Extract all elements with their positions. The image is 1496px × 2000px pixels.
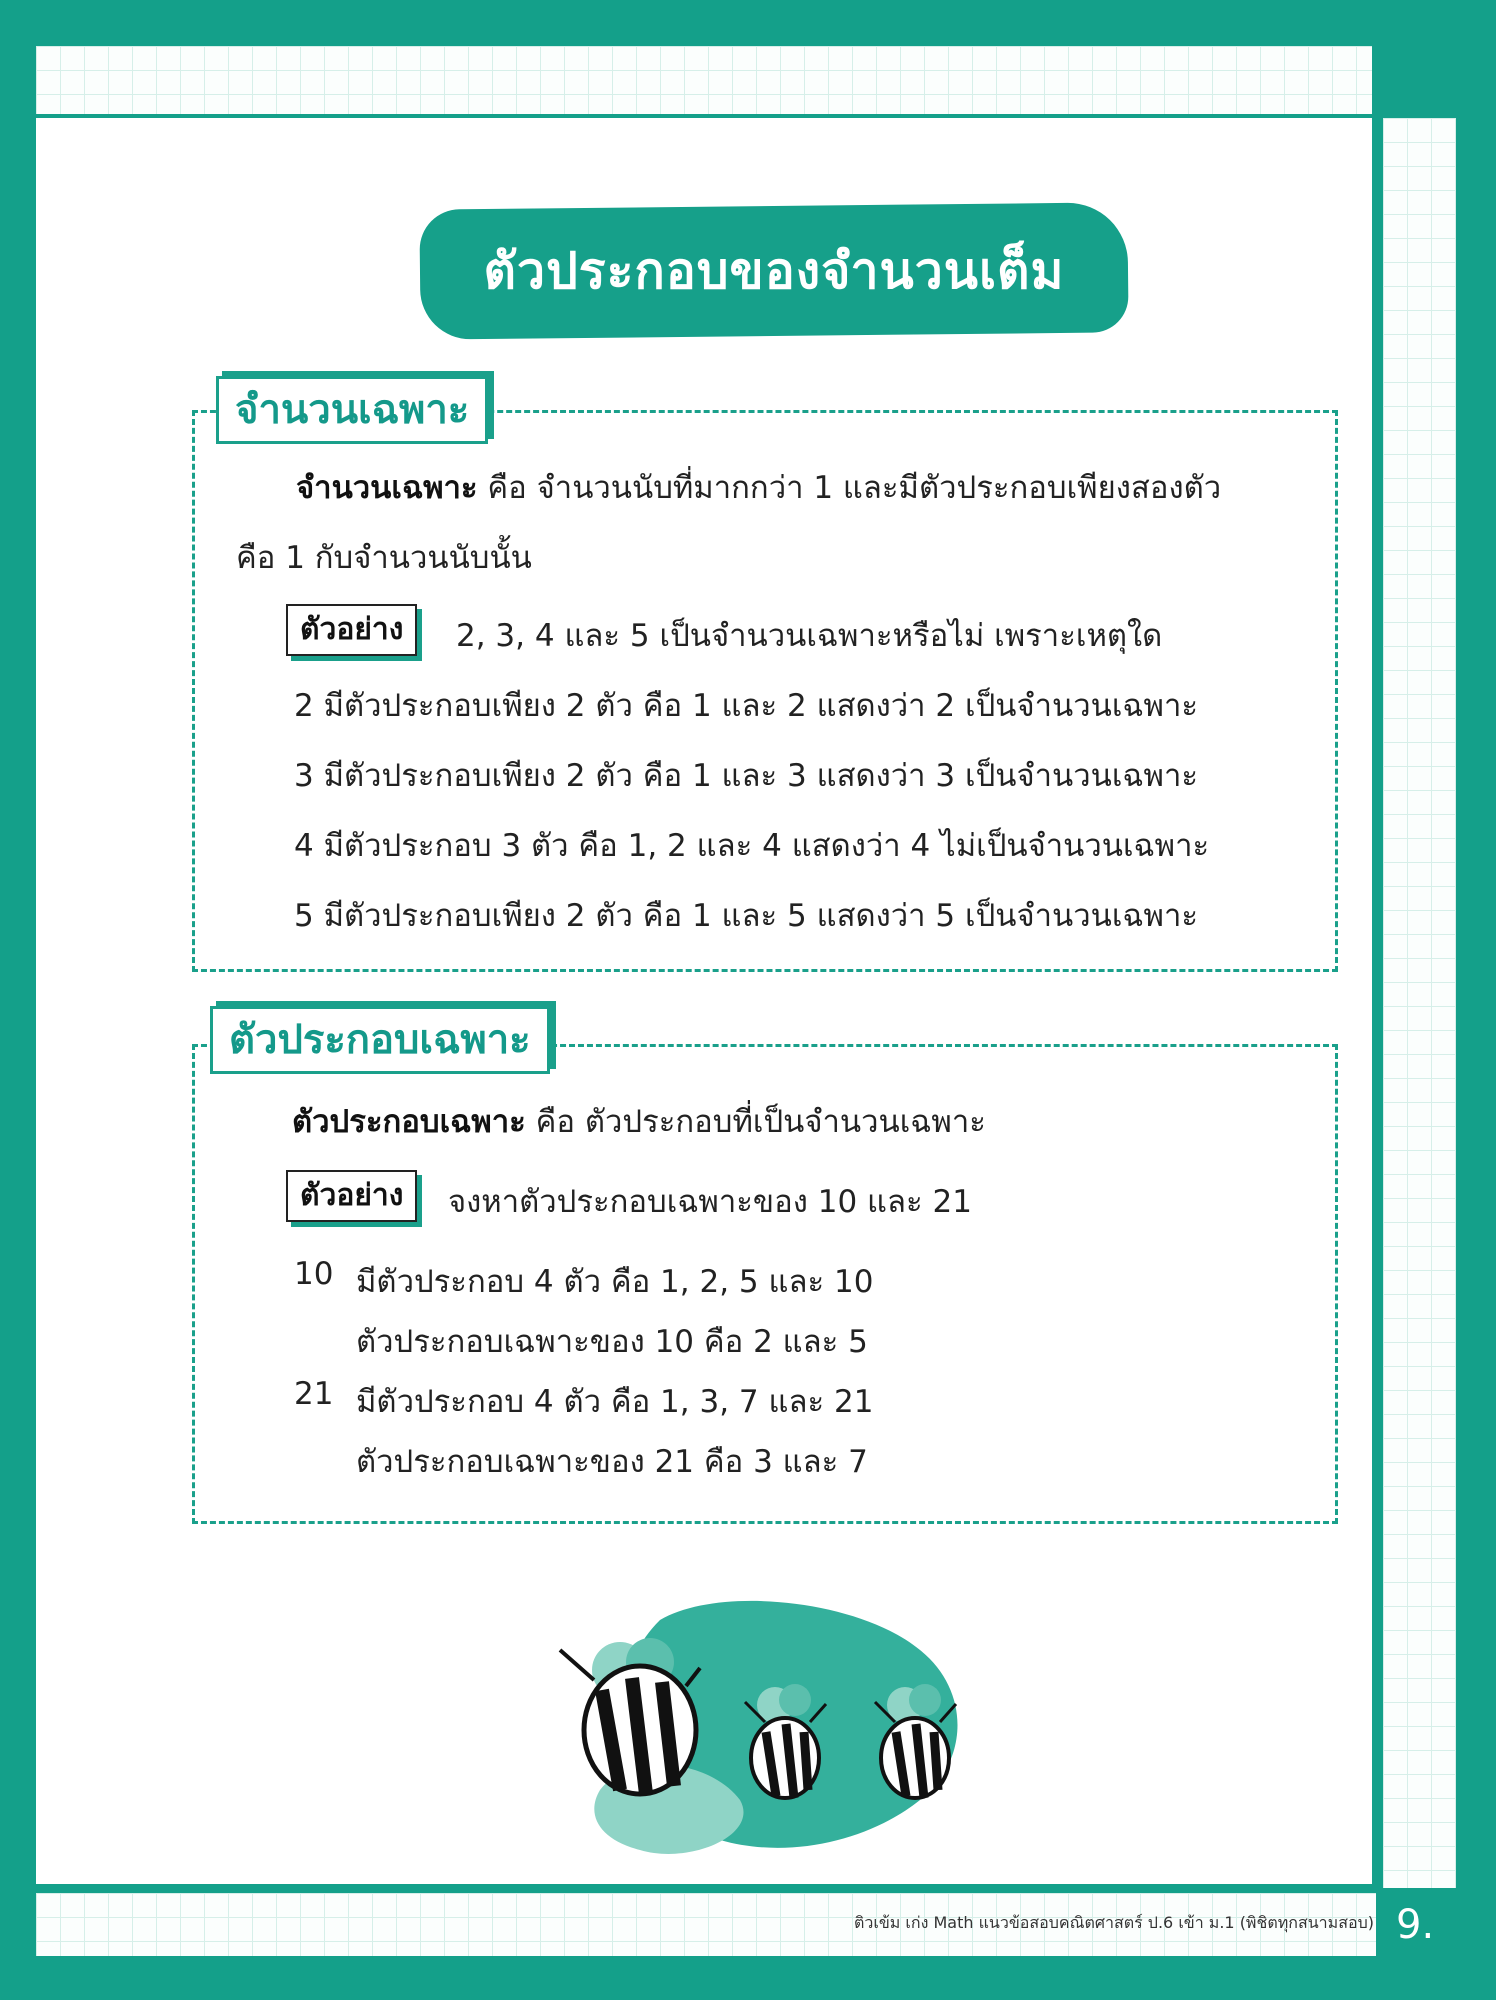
factor-line: มีตัวประกอบ 4 ตัว คือ 1, 2, 5 และ 10 [356, 1264, 874, 1300]
footer-book-title: ติวเข้ม เก่ง Math แนวข้อสอบคณิตศาสตร์ ป.6 เข้า ม.1 (พิชิตทุกสนามสอบ) [854, 1913, 1374, 1932]
bee-illustration [540, 1590, 1000, 1870]
top-grid-strip [36, 46, 1372, 114]
list-item: 2 มีตัวประกอบเพียง 2 ตัว คือ 1 และ 2 แสดงว่า 2 เป็นจำนวนเฉพาะ [294, 688, 1199, 724]
factor-number: 10 [294, 1256, 334, 1292]
prime-definition-line2: คือ 1 กับจำนวนนับนั้น [236, 540, 532, 576]
list-item: 3 มีตัวประกอบเพียง 2 ตัว คือ 1 และ 3 แสดงว่า 3 เป็นจำนวนเฉพาะ [294, 758, 1199, 794]
example-question: จงหาตัวประกอบเฉพาะของ 10 และ 21 [448, 1184, 972, 1220]
example-question: 2, 3, 4 และ 5 เป็นจำนวนเฉพาะหรือไม่ เพราะเหตุใด [456, 618, 1163, 654]
prime-factor-definition-text: คือ ตัวประกอบที่เป็นจำนวนเฉพาะ [525, 1104, 986, 1140]
example-badge: ตัวอย่าง [286, 604, 417, 656]
prime-factor-heading: ตัวประกอบเฉพาะ [210, 1006, 550, 1074]
prime-definition-text: คือ จำนวนนับที่มากกว่า 1 และมีตัวประกอบเพียงสองตัว [477, 470, 1222, 506]
page-title: ตัวประกอบของจำนวนเต็ม [483, 242, 1065, 300]
list-item: 4 มีตัวประกอบ 3 ตัว คือ 1, 2 และ 4 แสดงว่า 4 ไม่เป็นจำนวนเฉพาะ [294, 828, 1210, 864]
factor-number: 21 [294, 1376, 334, 1412]
prime-factor-definition-term: ตัวประกอบเฉพาะ [292, 1104, 526, 1140]
prime-number-heading: จำนวนเฉพาะ [216, 376, 488, 444]
prime-definition-term: จำนวนเฉพาะ [296, 470, 478, 506]
right-grid-strip [1383, 118, 1456, 1888]
example-badge: ตัวอย่าง [286, 1170, 417, 1222]
factor-line: ตัวประกอบเฉพาะของ 21 คือ 3 และ 7 [356, 1444, 868, 1480]
prime-factor-definition [292, 1096, 986, 1146]
page-number: 9. [1396, 1902, 1435, 1948]
factor-line: มีตัวประกอบ 4 ตัว คือ 1, 3, 7 และ 21 [356, 1384, 874, 1420]
list-item: 5 มีตัวประกอบเพียง 2 ตัว คือ 1 และ 5 แสดงว่า 5 เป็นจำนวนเฉพาะ [294, 898, 1199, 934]
factor-line: ตัวประกอบเฉพาะของ 10 คือ 2 และ 5 [356, 1324, 868, 1360]
prime-definition [296, 462, 1221, 512]
